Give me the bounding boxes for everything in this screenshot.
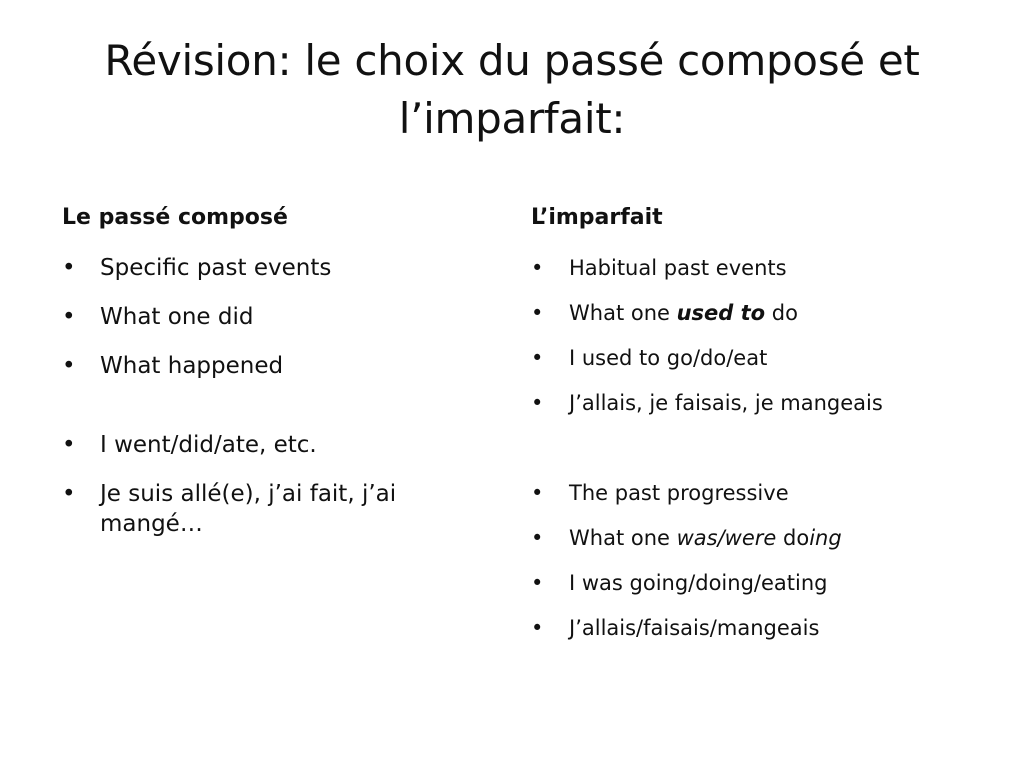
list-item: • I used to go/do/eat xyxy=(531,345,1001,371)
emphasis-text: used to xyxy=(676,301,766,325)
item-text: What one xyxy=(569,301,677,325)
list-item: • Je suis allé(e), j’ai fait, j’ai mangé… xyxy=(62,479,502,539)
emphasis-text: ing xyxy=(809,526,842,550)
list-item xyxy=(531,525,1001,551)
passe-compose-list xyxy=(62,253,502,539)
list-item: • I went/did/ate, etc. xyxy=(62,430,502,460)
item-text: do xyxy=(765,301,798,325)
slide-title: Révision: le choix du passé composé et l’imparfait: xyxy=(104,36,920,143)
passe-compose-heading: Le passé composé xyxy=(62,205,288,230)
imparfait-column xyxy=(531,200,1001,660)
list-item xyxy=(531,300,1001,326)
list-item: • The past progressive xyxy=(531,480,1001,506)
passe-compose-column xyxy=(62,200,502,558)
list-item: • J’allais, je faisais, je mangeais xyxy=(531,390,1001,416)
imparfait-heading: L’imparfait xyxy=(531,205,663,230)
item-text: What one xyxy=(569,526,677,550)
list-item: • J’allais/faisais/mangeais xyxy=(531,615,1001,641)
emphasis-text: was/were xyxy=(676,526,777,550)
list-item: • What happened xyxy=(62,351,502,381)
list-item: • Specific past events xyxy=(62,253,502,283)
imparfait-list xyxy=(531,255,1001,641)
item-text: do xyxy=(776,526,810,550)
list-item: • What one did xyxy=(62,302,502,332)
list-item: • I was going/doing/eating xyxy=(531,570,1001,596)
list-item: • Habitual past events xyxy=(531,255,1001,281)
